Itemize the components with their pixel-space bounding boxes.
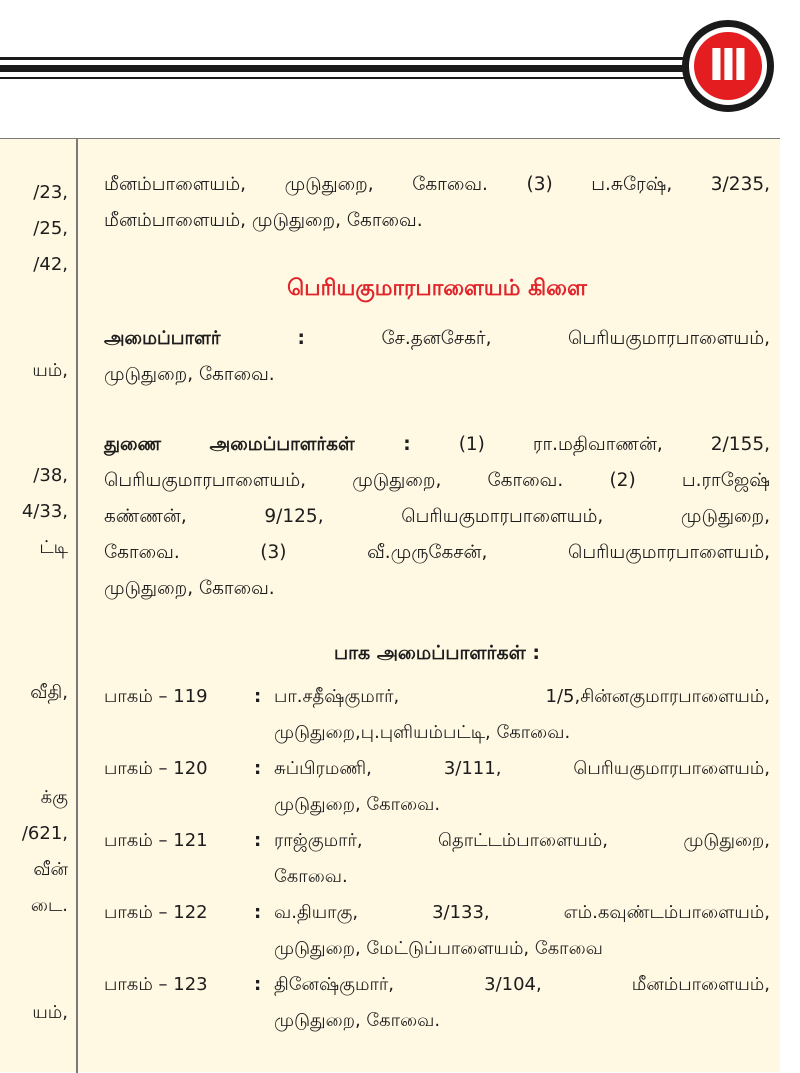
- section-value-line-1: வ.தியாகு, 3/133, எம்.கவுண்டம்பாளையம்,: [274, 902, 770, 923]
- deputies-line-2: பெரியகுமாரபாளையம், முடுதுறை, கோவை. (2) ப.ராஜேஷ்: [104, 470, 770, 491]
- section-value-line-2: முடுதுறை, கோவை.: [274, 1010, 441, 1031]
- section-value-line-2: கோவை.: [274, 866, 348, 887]
- section-label: பாகம் – 121: [104, 830, 208, 851]
- section-value-line-2: முடுதுறை, கோவை.: [274, 794, 441, 815]
- left-fragment: வீன்: [33, 859, 68, 880]
- left-fragment: /25,: [33, 218, 68, 239]
- organizer-paragraph: [104, 321, 770, 393]
- sections-title: பாக அமைப்பாளர்கள் :: [333, 642, 540, 664]
- badge-circle: [694, 32, 762, 100]
- header-rule-bottom: [0, 77, 700, 79]
- deputies-line-4: கோவை. (3) வீ.முருகேசன், பெரியகுமாரபாளையம்,: [104, 542, 770, 563]
- section-entry: [104, 823, 770, 895]
- section-colon: :: [254, 974, 262, 995]
- section-value: [274, 967, 770, 1039]
- badge-number: III: [710, 40, 746, 91]
- section-value-line-1: ராஜ்குமார், தொட்டம்பாளையம், முடுதுறை,: [274, 830, 770, 851]
- left-fragment: டை.: [30, 895, 68, 916]
- section-entry: [104, 895, 770, 967]
- intro-line-2: மீனம்பாளையம், முடுதுறை, கோவை.: [104, 210, 423, 231]
- branch-title: பெரியகுமாரபாளையம் கிளை: [287, 276, 587, 301]
- page-header: [0, 0, 800, 130]
- left-column-clipped: [0, 139, 76, 1073]
- section-entry: [104, 751, 770, 823]
- section-value: [274, 679, 770, 751]
- intro-paragraph: [104, 167, 770, 239]
- left-fragment: யம்,: [32, 1002, 68, 1023]
- section-value: [274, 895, 770, 967]
- page-number-badge: [682, 20, 774, 112]
- left-fragment: /38,: [33, 465, 68, 486]
- deputies-label: துணை அமைப்பாளர்கள் :: [104, 434, 411, 455]
- left-fragment: /42,: [33, 254, 68, 275]
- deputies-line-1: [104, 427, 770, 463]
- section-value: [274, 751, 770, 823]
- section-entry: [104, 967, 770, 1039]
- section-colon: :: [254, 686, 262, 707]
- left-fragment: வீதி,: [30, 682, 68, 703]
- section-value-line-1: சுப்பிரமணி, 3/111, பெரியகுமாரபாளையம்,: [274, 758, 770, 779]
- deputies-text-1: (1) ரா.மதிவாணன், 2/155,: [458, 434, 770, 455]
- section-value: [274, 823, 770, 895]
- header-rule-top: [0, 57, 700, 60]
- section-value-line-1: தினேஷ்குமார், 3/104, மீனம்பாளையம்,: [274, 974, 770, 995]
- section-entry: [104, 679, 770, 751]
- intro-line-1: மீனம்பாளையம், முடுதுறை, கோவை. (3) ப.சுரேஷ், 3/235,: [104, 174, 770, 195]
- deputies-line-5: முடுதுறை, கோவை.: [104, 578, 275, 599]
- organizer-line-1: [104, 321, 770, 357]
- section-label: பாகம் – 120: [104, 758, 208, 779]
- section-label: பாகம் – 119: [104, 686, 208, 707]
- organizer-text-1: சே.தனசேகர், பெரியகுமாரபாளையம்,: [381, 328, 771, 349]
- left-fragment: ட்டி: [39, 537, 68, 558]
- left-fragment: 4/33,: [21, 501, 68, 522]
- section-label: பாகம் – 123: [104, 974, 208, 995]
- section-value-line-2: முடுதுறை, மேட்டுப்பாளையம், கோவை: [274, 938, 603, 959]
- section-colon: :: [254, 830, 262, 851]
- content-panel: [0, 138, 780, 1072]
- column-divider: [76, 139, 78, 1073]
- left-fragment: யம்,: [32, 360, 68, 381]
- section-value-line-1: பா.சதீஷ்குமார், 1/5,சின்னகுமாரபாளையம்,: [274, 686, 770, 707]
- left-fragment: /23,: [33, 182, 68, 203]
- organizer-label: அமைப்பாளர் :: [104, 328, 305, 349]
- section-value-line-2: முடுதுறை,பு.புளியம்பட்டி, கோவை.: [274, 722, 571, 743]
- section-label: பாகம் – 122: [104, 902, 208, 923]
- deputies-paragraph: [104, 427, 770, 607]
- left-fragment: க்கு: [40, 787, 68, 808]
- section-colon: :: [254, 902, 262, 923]
- section-colon: :: [254, 758, 262, 779]
- left-fragment: /621,: [21, 823, 68, 844]
- header-rule-middle: [0, 65, 700, 72]
- deputies-line-3: கண்ணன், 9/125, பெரியகுமாரபாளையம், முடுதுறை,: [104, 506, 770, 527]
- organizer-line-2: முடுதுறை, கோவை.: [104, 364, 275, 385]
